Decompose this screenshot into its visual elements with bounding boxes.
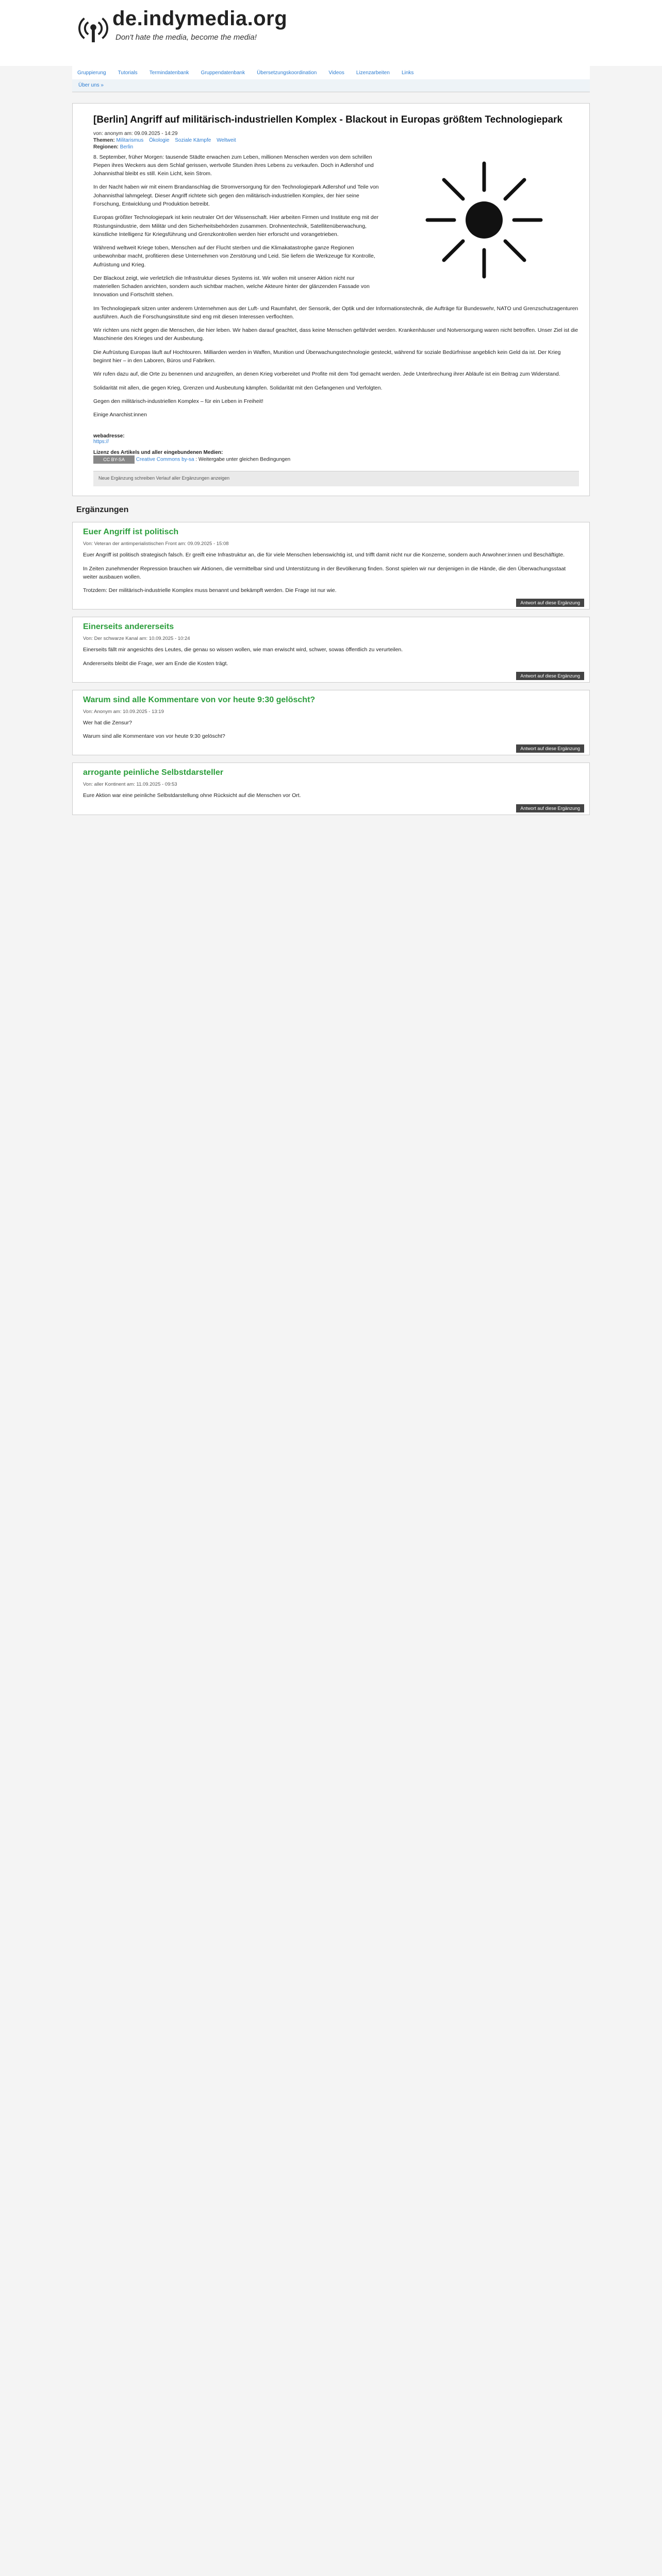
nav-item-lizenzen[interactable]: Lizenzarbeiten bbox=[356, 70, 390, 76]
about-link[interactable]: Über uns » bbox=[78, 82, 104, 88]
article-image[interactable] bbox=[389, 153, 579, 287]
comment-title: Warum sind alle Kommentare von vor heute 9:30 gelöscht? bbox=[83, 695, 316, 704]
comment bbox=[72, 522, 590, 609]
comment-paragraph: Wer hat die Zensur? bbox=[83, 719, 132, 726]
theme-tag[interactable]: Soziale Kämpfe bbox=[175, 137, 211, 143]
comment-title: arrogante peinliche Selbstdarsteller bbox=[83, 768, 224, 777]
theme-tag[interactable]: Militarismus bbox=[116, 137, 144, 143]
article-title: [Berlin] Angriff auf militärisch-industriellen Komplex - Blackout in Europas größtem Technologiepark bbox=[93, 114, 562, 125]
comment-paragraph: Andererseits bleibt die Frage, wer am Ende die Kosten trägt. bbox=[83, 660, 228, 667]
comment-meta: Von: Veteran der antimperialistischen Front am: 09.09.2025 - 15:08 bbox=[83, 541, 229, 547]
site-title[interactable]: de.indymedia.org bbox=[112, 7, 288, 30]
comment-paragraph: Euer Angriff ist politisch strategisch falsch. Er greift eine Infrastruktur an, die für viele Menschen lebenswichtig ist, und trifft damit nicht nur die Konzerne, sondern auch Anwohner:innen und Beschäftigte. bbox=[83, 552, 565, 558]
comment-body bbox=[83, 646, 579, 668]
main-navigation bbox=[72, 66, 590, 80]
article-lead: 8. September, früher Morgen: tausende Städte erwachen zum Leben, millionen Menschen werden von dem schrillen Piepen ihres Weckers aus dem Schlaf gerissen, wertvolle Stunden ihres Lebens zu verkaufen. Doch in Adlershof und Johannisthal bleibt es still. Kein Licht, kein Strom. bbox=[93, 154, 374, 177]
comment-paragraph: Warum sind alle Kommentare von vor heute 9:30 gelöscht? bbox=[83, 733, 225, 740]
article-paragraph: Solidarität mit allen, die gegen Krieg, Grenzen und Ausbeutung kämpfen. Solidarität mit den Gefangenen und Verfolgten. bbox=[93, 384, 383, 391]
license-title: Lizenz des Artikels und aller eingebundenen Medien: bbox=[93, 450, 223, 456]
comment-body bbox=[83, 791, 579, 800]
comment-paragraph: Trotzdem: Der militärisch-industrielle Komplex muss benannt und bekämpft werden. Die Frage ist nur wie. bbox=[83, 587, 337, 594]
article-themes bbox=[93, 138, 579, 143]
site-tagline: Don't hate the media, become the media! bbox=[115, 33, 257, 42]
main-content bbox=[72, 103, 590, 815]
license-link[interactable]: Creative Commons by-sa bbox=[136, 456, 194, 463]
web-address bbox=[93, 433, 579, 445]
article-paragraph: Wir rufen dazu auf, die Orte zu benennen und anzugreifen, an denen Krieg vorbereitet und Profite mit dem Tod gemacht werden. Jede Unterbrechung ihrer Abläufe ist ein Beitrag zum Widerstand. bbox=[93, 371, 560, 378]
comment-paragraph: In Zeiten zunehmender Repression brauchen wir Aktionen, die vermittelbar sind und Unterstützung in der Bevölkerung finden. Sonst spielen wir nur denjenigen in die Hände, die den Überwachungsstaat weiter ausbauen wollen. bbox=[83, 565, 566, 580]
article-signature: Einige Anarchist:innen bbox=[93, 412, 147, 418]
nav-item-termine[interactable]: Termindatenbank bbox=[149, 70, 189, 76]
theme-tag[interactable]: Weltweit bbox=[217, 137, 236, 143]
comment-title: Euer Angriff ist politisch bbox=[83, 528, 179, 537]
nav-item-gruppen[interactable]: Gruppendatenbank bbox=[201, 70, 245, 76]
comment-meta: Von: aller Kontinent am: 11.09.2025 - 09:53 bbox=[83, 782, 177, 788]
comment-title: Einerseits andererseits bbox=[83, 622, 174, 632]
article-paragraph: In der Nacht haben wir mit einem Brandanschlag die Stromversorgung für den Technologiepark Adlershof und Teile von Johannisthal lahmgelegt. Dieser Angriff richtete sich gegen den militärisch-industriellen Komplex, der hier seine Forschung, Entwicklung und Produktion betreibt. bbox=[93, 184, 379, 208]
comment bbox=[72, 762, 590, 815]
web-address-link[interactable]: https:// bbox=[93, 439, 109, 445]
license-text: : Weitergabe unter gleichen Bedingungen bbox=[195, 456, 291, 463]
nav-item-links[interactable]: Links bbox=[402, 70, 414, 76]
article-paragraph: Während weltweit Kriege toben, Menschen auf der Flucht sterben und die Klimakatastrophe ganze Regionen unbewohnbar macht, profitieren diese Unternehmen von Zerstörung und Leid. Sie liefern die Werkzeuge für Kontrolle, Aufrüstung und Krieg. bbox=[93, 245, 375, 268]
article-byline: von: anonym am: 09.09.2025 - 14:29 bbox=[93, 130, 178, 137]
comment-paragraph: Einerseits fällt mir angesichts des Leutes, die genau so wissen wollen, wie man erwischt wird, schwer, sowas öffentlich zu verurteilen. bbox=[83, 647, 403, 653]
comment bbox=[72, 617, 590, 683]
article bbox=[72, 103, 590, 496]
reply-button[interactable]: Antwort auf diese Ergänzung bbox=[516, 672, 584, 680]
theme-tag[interactable]: Ökologie bbox=[149, 137, 170, 143]
comment-actions-bar[interactable]: Neue Ergänzung schreiben Verlauf aller Ergänzungen anzeigen bbox=[93, 471, 579, 486]
sub-navigation bbox=[72, 79, 590, 92]
article-paragraph: Die Aufrüstung Europas läuft auf Hochtouren. Milliarden werden in Waffen, Munition und Überwachungstechnologie gesteckt, während für soziale Bedürfnisse angeblich kein Geld da ist. Der Krieg beginnt hier – in den Laboren, Büros und Fabriken. bbox=[93, 349, 561, 364]
nav-item-uebersetzung[interactable]: Übersetzungskoordination bbox=[257, 70, 317, 76]
article-paragraph: Der Blackout zeigt, wie verletzlich die Infrastruktur dieses Systems ist. Wir wollen mit unserer Aktion nicht nur materiellen Schaden anrichten, sondern auch sichtbar machen, welche Akteure hinter der glänzenden Fassade von Innovation und Fortschritt stehen. bbox=[93, 275, 370, 298]
antenna-logo-icon[interactable] bbox=[78, 13, 108, 43]
themes-label: Themen: bbox=[93, 137, 115, 143]
regions-label: Regionen: bbox=[93, 144, 119, 150]
comment-meta: Von: Der schwarze Kanal am: 10.09.2025 - 10:24 bbox=[83, 636, 190, 642]
comment-body bbox=[83, 719, 579, 741]
reply-button[interactable]: Antwort auf diese Ergänzung bbox=[516, 804, 584, 812]
comment-body bbox=[83, 551, 579, 595]
comment-paragraph: Eure Aktion war eine peinliche Selbstdarstellung ohne Rücksicht auf die Menschen vor Ort. bbox=[83, 792, 301, 799]
license-block bbox=[93, 450, 579, 464]
comment bbox=[72, 690, 590, 756]
reply-button[interactable]: Antwort auf diese Ergänzung bbox=[516, 599, 584, 607]
comments-heading: Ergänzungen bbox=[76, 505, 129, 515]
article-regions bbox=[93, 144, 579, 150]
reply-button[interactable]: Antwort auf diese Ergänzung bbox=[516, 744, 584, 753]
region-tag[interactable]: Berlin bbox=[120, 144, 134, 150]
article-paragraph: Gegen den militärisch-industriellen Komplex – für ein Leben in Freiheit! bbox=[93, 398, 263, 404]
nav-item-gruppierung[interactable]: Gruppierung bbox=[77, 70, 106, 76]
comment-meta: Von: Anonym am: 10.09.2025 - 13:19 bbox=[83, 708, 164, 715]
article-paragraph: Wir richten uns nicht gegen die Menschen, die hier leben. Wir haben darauf geachtet, dass keine Menschen gefährdet werden. Krankenhäuser und Notversorgung waren nicht betroffen. Unser Ziel ist die Maschinerie des Krieges und der Ausbeutung. bbox=[93, 327, 578, 342]
nav-item-tutorials[interactable]: Tutorials bbox=[118, 70, 138, 76]
article-paragraph: Im Technologiepark sitzen unter anderem Unternehmen aus der Luft- und Raumfahrt, der Sensorik, der Optik und der Informationstechnik, die Aufträge für Bundeswehr, NATO und Grenzschutzagenturen ausführen. Auch die Forschungsinstitute sind eng mit diesen Interessen verflochten. bbox=[93, 305, 578, 320]
nav-item-videos[interactable]: Videos bbox=[328, 70, 344, 76]
black-sun-image-icon bbox=[389, 153, 579, 287]
cc-license-badge-icon[interactable]: CC BY-SA bbox=[93, 455, 135, 464]
site-header bbox=[0, 0, 662, 66]
article-paragraph: Europas größter Technologiepark ist kein neutraler Ort der Wissenschaft. Hier arbeiten Firmen und Institute eng mit der Rüstungsindustrie, dem Militär und den Sicherheitsbehörden zusammen. Drohnentechnik, Satellitenüberwachung, künstliche Intelligenz für Kriegsführung und Grenzkontrollen werden hier erforscht und vorangetrieben. bbox=[93, 214, 379, 238]
web-address-label: webadresse: bbox=[93, 433, 125, 439]
